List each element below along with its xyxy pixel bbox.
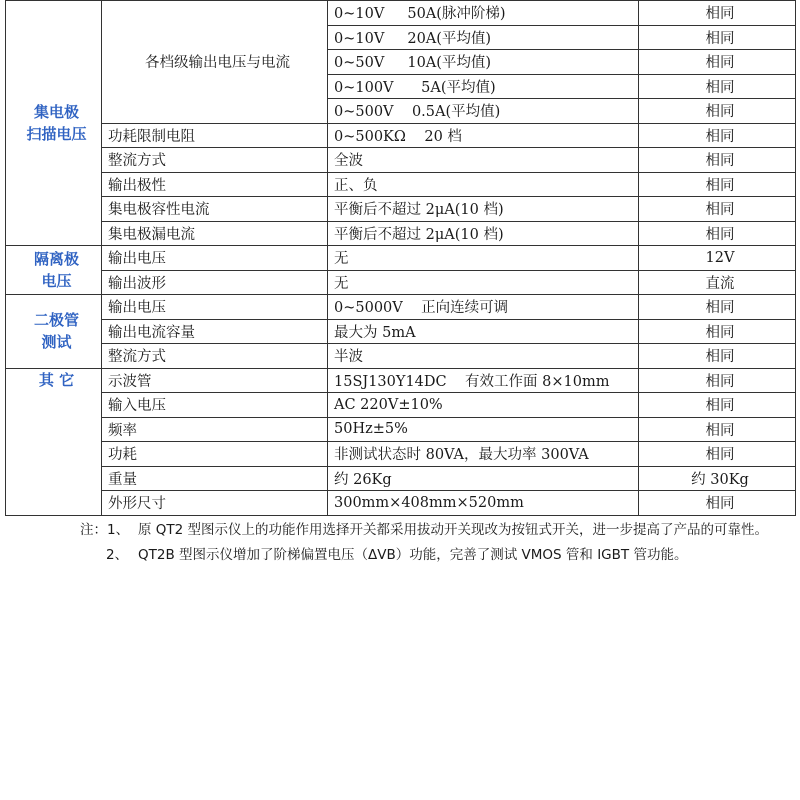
param-cell: 整流方式 — [102, 344, 328, 369]
param-cell: 功耗限制电阻 — [102, 123, 328, 148]
param-cell: 输出极性 — [102, 172, 328, 197]
value-cell: 0~10V 50A(脉冲阶梯) — [328, 1, 639, 26]
compare-cell: 相同 — [639, 50, 796, 75]
value-cell: 0~50V 10A(平均值) — [328, 50, 639, 75]
compare-cell: 相同 — [639, 99, 796, 124]
value-cell: 平衡后不超过 2μA(10 档) — [328, 221, 639, 246]
compare-cell: 相同 — [639, 442, 796, 467]
table-row — [6, 1, 796, 26]
value-cell: 0~10V 20A(平均值) — [328, 25, 639, 50]
compare-cell: 相同 — [639, 344, 796, 369]
compare-cell: 相同 — [639, 295, 796, 320]
param-cell: 重量 — [102, 466, 328, 491]
note-text: QT2B 型图示仪增加了阶梯偏置电压（ΔVB）功能，完善了测试 VMOS 管和 IGBT 管功能。 — [138, 547, 688, 563]
note-mark: 2、 — [106, 547, 129, 563]
note-mark: 1、 — [107, 522, 130, 538]
table-row — [6, 123, 796, 148]
param-cell: 外形尺寸 — [102, 491, 328, 516]
notes-section — [80, 519, 795, 567]
category-label-line: 测试 — [41, 333, 72, 352]
param-cell: 输入电压 — [102, 393, 328, 418]
param-cell: 输出电流容量 — [102, 319, 328, 344]
value-cell: 正、负 — [328, 172, 639, 197]
compare-cell: 相同 — [639, 1, 796, 26]
compare-cell: 直流 — [639, 270, 796, 295]
table-row — [6, 270, 796, 295]
compare-cell: 相同 — [639, 25, 796, 50]
table-row — [6, 172, 796, 197]
value-cell: AC 220V±10% — [328, 393, 639, 418]
table-row — [6, 344, 796, 369]
param-cell: 示波管 — [102, 368, 328, 393]
param-cell: 功耗 — [102, 442, 328, 467]
param-cell: 输出波形 — [102, 270, 328, 295]
category-label-line: 二极管 — [33, 311, 79, 330]
table-row — [6, 442, 796, 467]
compare-cell: 相同 — [639, 393, 796, 418]
table-row — [6, 148, 796, 173]
category-label-line: 隔离极 — [33, 250, 79, 268]
value-cell: 0~100V 5A(平均值) — [328, 74, 639, 99]
compare-cell: 相同 — [639, 319, 796, 344]
table-row — [6, 466, 796, 491]
value-cell: 无 — [328, 270, 639, 295]
category-diode — [6, 295, 102, 369]
value-cell: 无 — [328, 246, 639, 271]
spec-table — [5, 0, 796, 516]
table-row — [6, 221, 796, 246]
param-cell: 频率 — [102, 417, 328, 442]
compare-cell: 相同 — [639, 417, 796, 442]
value-cell: 约 26Kg — [328, 466, 639, 491]
value-cell: 50Hz±5% — [328, 417, 639, 442]
value-cell: 半波 — [328, 344, 639, 369]
compare-cell: 相同 — [639, 123, 796, 148]
compare-cell: 相同 — [639, 197, 796, 222]
table-row — [6, 368, 796, 393]
category-collector — [6, 1, 102, 246]
table-row — [6, 319, 796, 344]
compare-cell: 约 30Kg — [639, 466, 796, 491]
note-text: 原 QT2 型图示仪上的功能作用选择开关都采用拔动开关现改为按钮式开关，进一步提高了产品的可靠性。 — [138, 522, 769, 538]
value-cell: 0~500KΩ 20 档 — [328, 123, 639, 148]
category-other: 其 它 — [6, 368, 102, 515]
value-cell: 0~5000V 正向连续可调 — [328, 295, 639, 320]
compare-cell: 12V — [639, 246, 796, 271]
compare-cell: 相同 — [639, 491, 796, 516]
category-label-line: 扫描电压 — [26, 125, 87, 143]
table-row — [6, 246, 796, 271]
category-label-line: 集电极 — [33, 103, 79, 121]
compare-cell: 相同 — [639, 221, 796, 246]
value-cell: 全波 — [328, 148, 639, 173]
value-cell: 非测试状态时 80VA，最大功率 300VA — [328, 442, 639, 467]
category-isolation — [6, 246, 102, 295]
notes-label: 注： — [80, 522, 107, 538]
note-item-2 — [80, 544, 795, 567]
param-cell: 输出电压 — [102, 246, 328, 271]
param-group-label: 各档级输出电压与电流 — [102, 1, 328, 124]
table-row — [6, 197, 796, 222]
param-cell: 集电极漏电流 — [102, 221, 328, 246]
value-cell: 平衡后不超过 2μA(10 档) — [328, 197, 639, 222]
table-row — [6, 491, 796, 516]
param-cell: 集电极容性电流 — [102, 197, 328, 222]
note-item-1 — [80, 519, 795, 542]
value-cell: 300mm×408mm×520mm — [328, 491, 639, 516]
compare-cell: 相同 — [639, 74, 796, 99]
compare-cell: 相同 — [639, 148, 796, 173]
param-cell: 输出电压 — [102, 295, 328, 320]
table-row — [6, 417, 796, 442]
category-label-line: 电压 — [41, 272, 72, 290]
value-cell: 最大为 5mA — [328, 319, 639, 344]
compare-cell: 相同 — [639, 172, 796, 197]
table-row — [6, 393, 796, 418]
table-row — [6, 295, 796, 320]
value-cell: 15SJ130Y14DC 有效工作面 8×10mm — [328, 368, 639, 393]
compare-cell: 相同 — [639, 368, 796, 393]
value-cell: 0~500V 0.5A(平均值) — [328, 99, 639, 124]
param-cell: 整流方式 — [102, 148, 328, 173]
